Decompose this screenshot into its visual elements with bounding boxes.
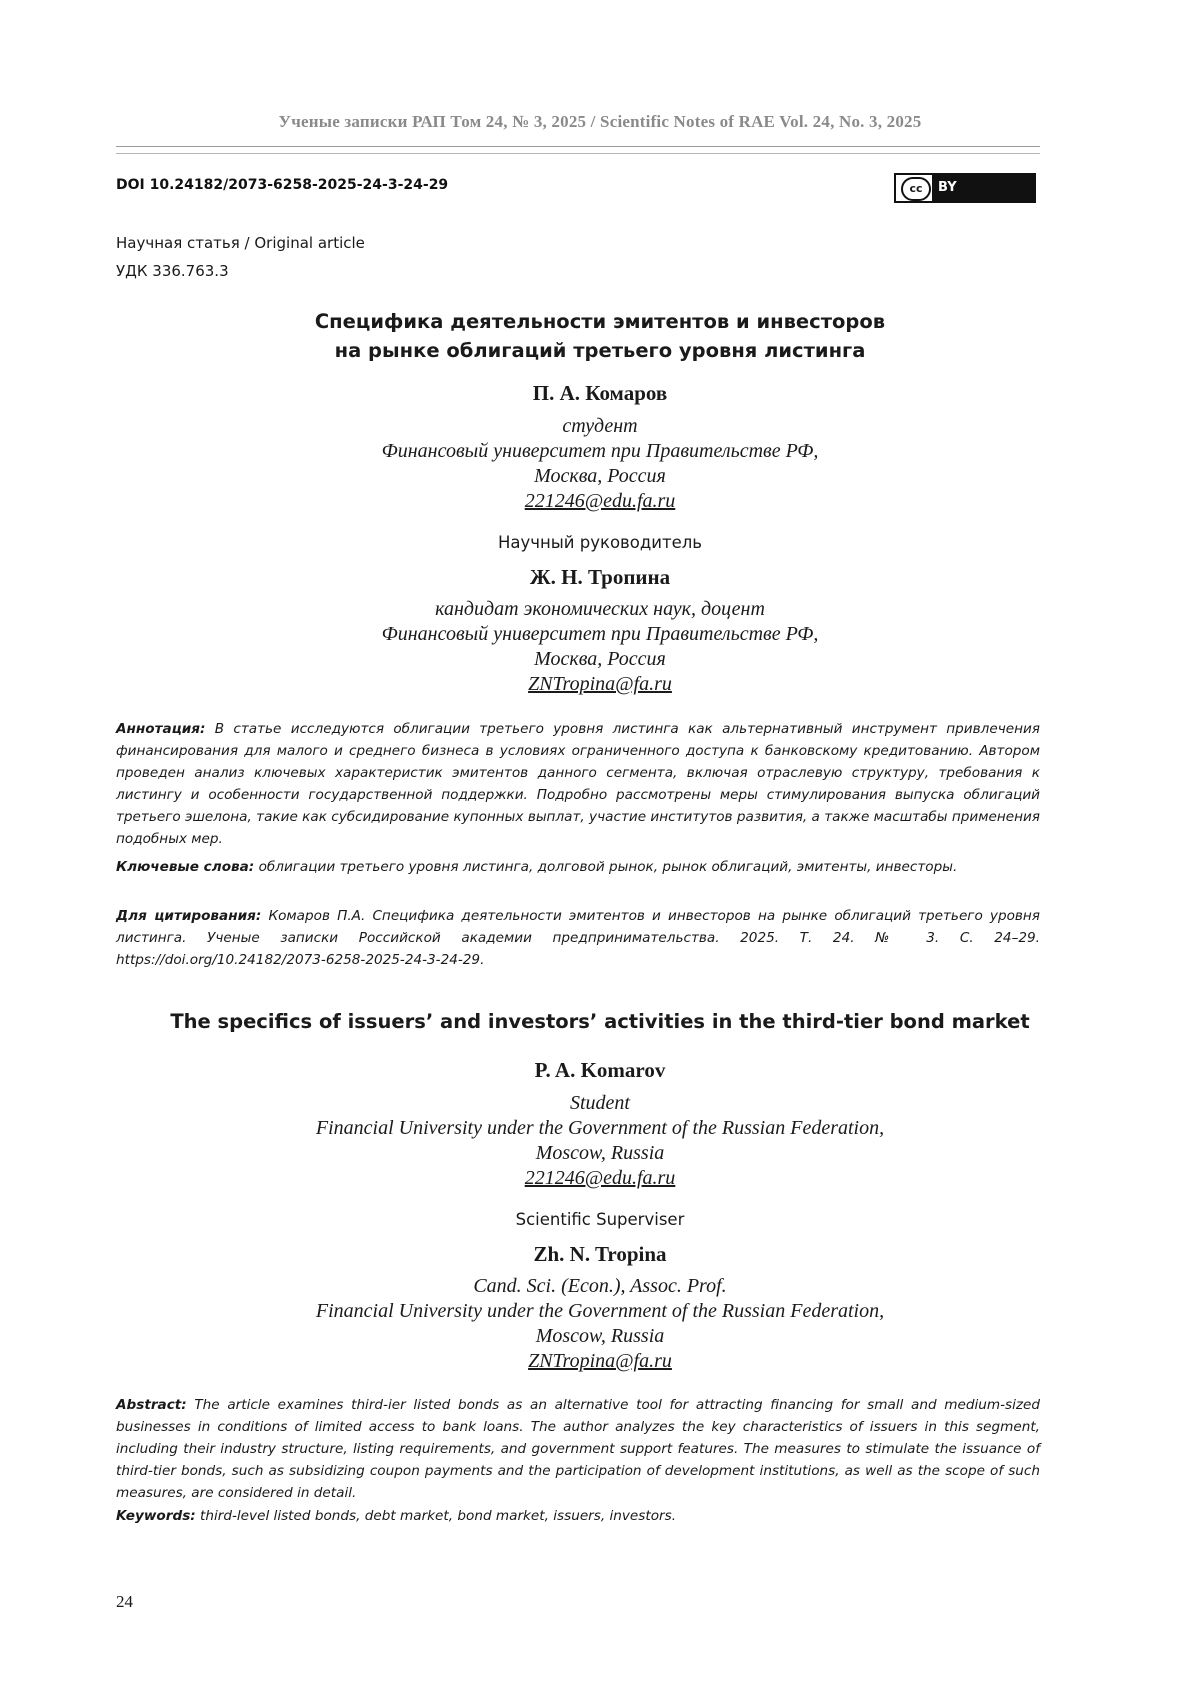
author-name-en: P. A. Komarov [534, 1058, 666, 1082]
supervisor-org-en: Financial University under the Government of the Russian Federation, [315, 1300, 885, 1322]
page-number: 24 [116, 1592, 133, 1611]
citation-label-ru: Для цитирования: [116, 908, 262, 924]
supervisor-affiliation-en [0, 1274, 1200, 1374]
cc-icon: cc [901, 177, 931, 201]
author-email-link-ru[interactable]: 221246@edu.fa.ru [524, 490, 676, 512]
supervisor-email-link-en[interactable]: ZNTropina@fa.ru [528, 1350, 672, 1372]
author-org-en: Financial University under the Government of the Russian Federation, [315, 1117, 885, 1139]
title-ru-line-2: на рынке облигаций третьего уровня листинга [334, 339, 866, 362]
title-ru [0, 307, 1200, 365]
keywords-en [116, 1505, 1040, 1527]
supervisor-name-ru: Ж. Н. Тропина [529, 565, 671, 589]
header-rule-secondary [116, 153, 1040, 154]
supervisor-org-ru: Финансовый университет при Правительстве РФ, [381, 623, 819, 645]
abstract-text-en: The article examines third-ier listed bonds as an alternative tool for attracting financing for small and medium-sized businesses in conditions of limited access to bank loans. The author analyzes the key characteristics of issuers in this segment, including their industry structure, listing requirements, and government support features. The measures to stimulate the issuance of third-tier bonds, such as subsidizing coupon payments and the participation of development institutions, as well as the scope of such measures, are considered in detail. [116, 1397, 1040, 1501]
author-affiliation-en [0, 1091, 1200, 1191]
running-header: Ученые записки РАП Том 24, № 3, 2025 / Scientific Notes of RAE Vol. 24, No. 3, 2025 [278, 112, 922, 131]
supervisor-label-ru: Научный руководитель [497, 533, 703, 552]
supervisor-name-en: Zh. N. Tropina [533, 1242, 667, 1266]
author-position-en: Student [570, 1092, 630, 1114]
author-email-link-en[interactable]: 221246@edu.fa.ru [524, 1167, 676, 1189]
abstract-en [116, 1394, 1040, 1504]
keywords-label-ru: Ключевые слова: [116, 859, 255, 875]
abstract-label-ru: Аннотация: [116, 721, 206, 737]
udc-code: УДК 336.763.3 [116, 262, 229, 280]
keywords-text-en: third-level listed bonds, debt market, bond market, issuers, investors. [195, 1508, 677, 1524]
citation-text-ru: Комаров П.А. Специфика деятельности эмитентов и инвесторов на рынке облигаций третьего уровня листинга. Ученые записки Российской академии предпринимательства. 2025. Т. 24. № 3. С. 24–29. https://doi.org/10.24182/2073-6258-2025-24-3-24-29. [116, 908, 1040, 968]
title-ru-line-1: Специфика деятельности эмитентов и инвесторов [314, 310, 886, 333]
supervisor-email-link-ru[interactable]: ZNTropina@fa.ru [528, 673, 672, 695]
article-type: Научная статья / Original article [116, 234, 365, 252]
abstract-text-ru: В статье исследуются облигации третьего уровня листинга как альтернативный инструмент привлечения финансирования для малого и среднего бизнеса в условиях ограниченного доступа к банковскому кредитованию. Автором проведен анализ ключевых характеристик эмитентов данного сегмента, включая отраслевую структуру, требования к листингу и особенности государственной поддержки. Подробно рассмотрены меры стимулирования выпуска облигаций третьего эшелона, такие как субсидирование купонных выплат, участие институтов развития, а также масштабы применения подобных мер. [116, 721, 1040, 847]
keywords-ru [116, 856, 1040, 878]
header-rule [116, 146, 1040, 147]
supervisor-affiliation-ru [0, 597, 1200, 697]
supervisor-position-en: Cand. Sci. (Econ.), Assoc. Prof. [473, 1275, 727, 1297]
supervisor-city-ru: Москва, Россия [534, 648, 666, 670]
author-city-en: Moscow, Russia [535, 1142, 665, 1164]
author-affiliation-ru [0, 414, 1200, 514]
author-org-ru: Финансовый университет при Правительстве РФ, [381, 440, 819, 462]
doi: DOI 10.24182/2073-6258-2025-24-3-24-29 [116, 177, 449, 193]
by-label: BY [932, 175, 1034, 201]
supervisor-position-ru: кандидат экономических наук, доцент [435, 598, 765, 620]
supervisor-city-en: Moscow, Russia [535, 1325, 665, 1347]
cc-by-license-badge[interactable] [894, 173, 1036, 203]
title-en: The specifics of issuers’ and investors’ activities in the third-tier bond market [170, 1010, 1030, 1033]
supervisor-label-en: Scientific Superviser [515, 1210, 685, 1229]
keywords-text-ru: облигации третьего уровня листинга, долговой рынок, рынок облигаций, эмитенты, инвесторы. [254, 859, 958, 875]
abstract-ru [116, 718, 1040, 850]
abstract-label-en: Abstract: [116, 1397, 187, 1413]
author-city-ru: Москва, Россия [534, 465, 666, 487]
keywords-label-en: Keywords: [116, 1508, 196, 1524]
citation-ru [116, 905, 1040, 971]
author-position-ru: студент [562, 415, 638, 437]
author-name-ru: П. А. Комаров [532, 381, 668, 405]
